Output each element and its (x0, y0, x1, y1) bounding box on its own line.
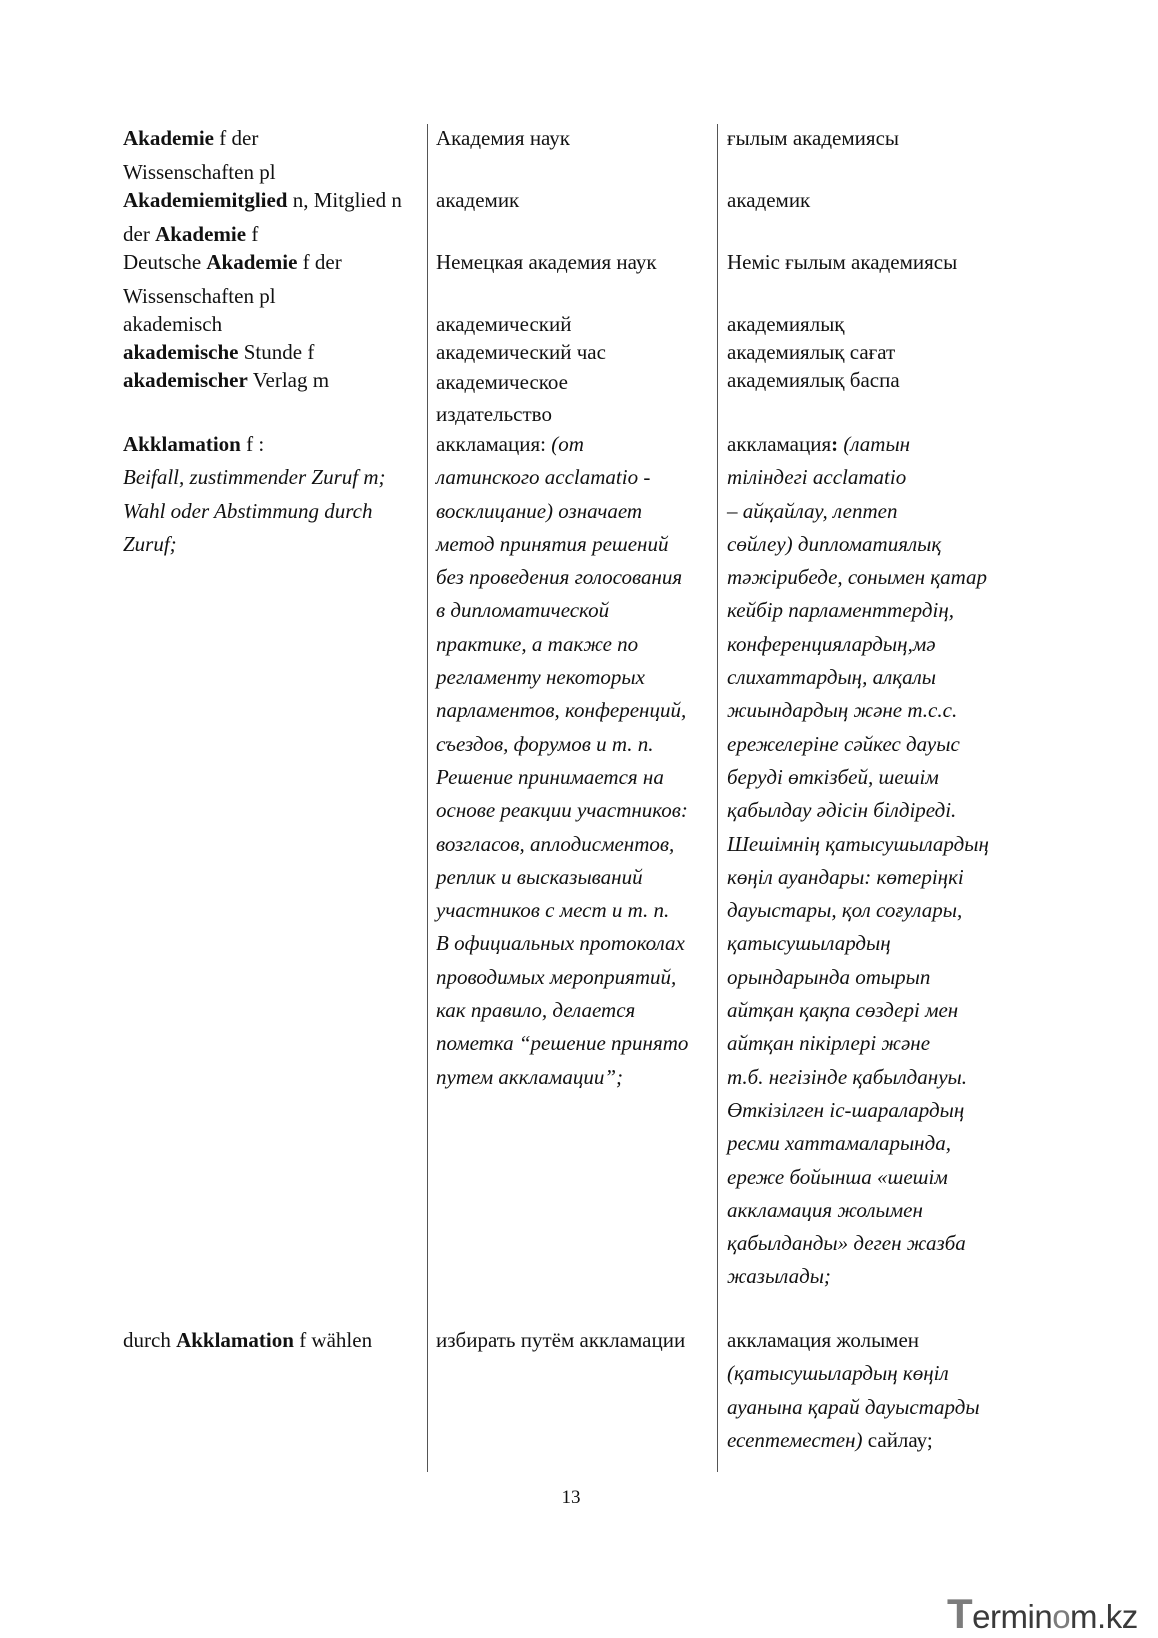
entry-deutsche-akademie-ru: Немецкая академия наук (436, 250, 657, 274)
entry-akklamation-kk: аккламация: (латын тіліндегі acclamatio – айқайлау, лептеп сөйлеу) дипломатиялық тәжірибеде, сонымен қатар кейбір парламенттердің, конференциялардың,мә слихаттардың, алқалы жиындардың және т.с.с. ережелеріне сәйкес дауыс беруді өткізбей, шешім қабылдау әдісін білдіреді. Шешімнің қатысушылардың көңіл ауандары: көтеріңкі дауыстары, қол соғулары, қатысушылардың орындарында отырып айтқан қақпа сөздері мен айтқан пікірлері және т.б. негізінде қабылдануы. Өткізілген іс-шаралардың ресми хаттамаларында, ереже бойынша «шешім аккламация жолымен қабылданды» деген жазба жазылады; (727, 432, 989, 1289)
entry-akademischer-verlag-ru: академическое издательство (436, 370, 568, 426)
entry-akademischer-verlag-de: akademischer Verlag m (123, 368, 330, 392)
entry-akademische-stunde-kk: академиялық сағат (727, 340, 896, 364)
column-divider-1 (427, 124, 428, 1472)
entry-akklamation-de: Akklamation f : Beifall, zustimmender Zuruf m; Wahl oder Abstimmung durch Zuruf; (123, 432, 386, 556)
page-number: 13 (561, 1487, 581, 1508)
entry-akademie-kk: ғылым академиясы (727, 126, 899, 150)
entry-akademische-stunde-de: akademische Stunde f (123, 340, 315, 364)
entry-deutsche-akademie-de: Deutsche Akademie f der Wissenschaften pl (123, 250, 342, 308)
entry-durch-akklamation-ru: избирать путём аккламации (436, 1328, 686, 1352)
entry-akademisch-ru: академический (436, 312, 572, 336)
terminkom-watermark-logo: Terminom.kz (947, 1590, 1138, 1637)
entry-akademie-ru: Академия наук (436, 126, 571, 150)
entry-akademie-de: Akademie f der Wissenschaften pl (123, 126, 276, 184)
entry-akademisch-de: akademisch (123, 312, 223, 336)
entry-durch-akklamation-de: durch Akklamation f wählen (123, 1328, 373, 1352)
entry-akademiemitglied-de: Akademiemitglied n, Mitglied n der Akademie f (123, 188, 402, 246)
entry-deutsche-akademie-kk: Неміс ғылым академиясы (727, 250, 958, 274)
entry-durch-akklamation-kk: аккламация жолымен (қатысушылардың көңіл ауанына қарай дауыстарды есептеместен) сайлау; (727, 1328, 980, 1452)
entry-akademiemitglied-ru: академик (436, 188, 520, 212)
entry-akademisch-kk: академиялық (727, 312, 845, 336)
entry-akademiemitglied-kk: академик (727, 188, 811, 212)
entry-akklamation-ru: аккламация: (от латинского acclamatio - восклицание) означает метод принятия решений без проведения голосования в дипломатической практике, а также по регламенту некоторых парламентов, конференций, съездов, форумов и т. п. Решение принимается на основе реакции участников: возгласов, аплодисментов, реплик и высказываний участников с мест и т. п. В официальных протоколах проводимых мероприятий, как правило, делается пометка “решение принято путем аккламации”; (436, 432, 689, 1089)
entry-akademischer-verlag-kk: академиялық баспа (727, 368, 900, 392)
entry-akademische-stunde-ru: академический час (436, 340, 606, 364)
